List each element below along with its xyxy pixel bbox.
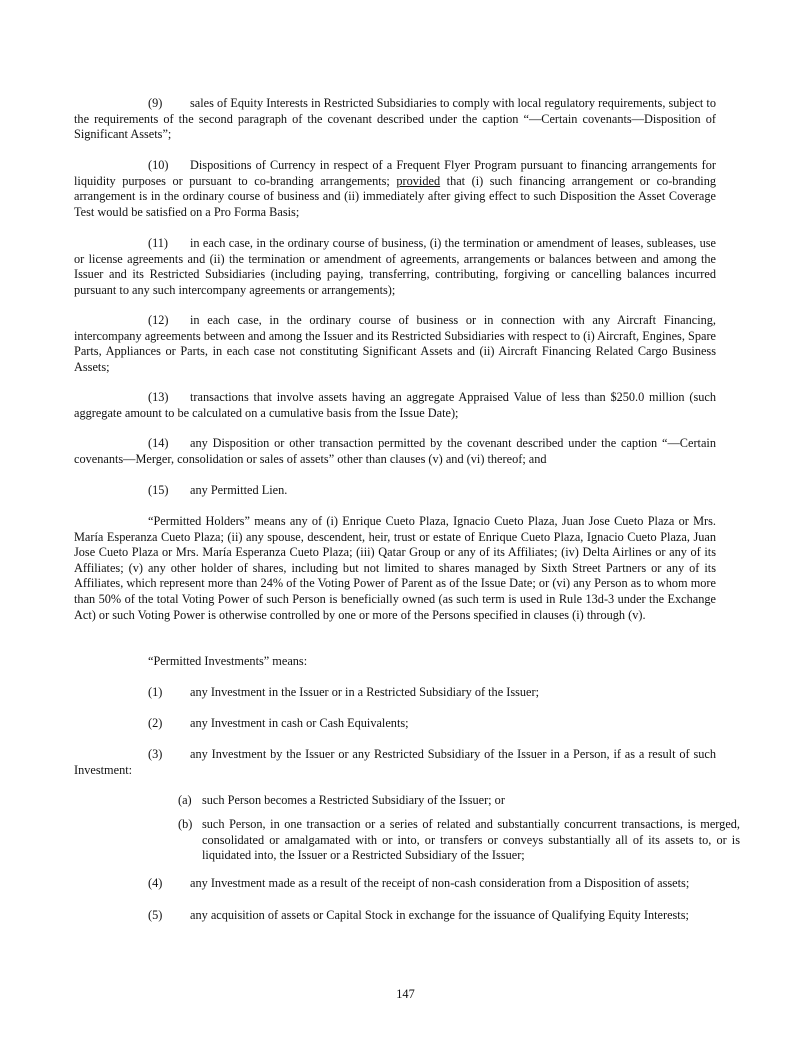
clause-text-part: that (i) such financing arrangement or co-branding arrangement is in the ordinary course of business and (ii) immediately after giving effect to such Disposition the Asset Coverage Test would be satisfied on a Pro Forma Basis; (74, 173, 716, 219)
item-number: (1) (148, 685, 163, 699)
investment-item-1 (148, 685, 716, 701)
clause-text: in each case, in the ordinary course of business, (i) the termination or amendment of leases, subleases, use or license agreements and (ii) the termination or amendment of agreements, arrangements or balances between and among the Issuer and its Restricted Subsidiaries (including paying, transferring, contributing, forgiving or cancelling balances incurred pursuant to any such intercompany agreements or arrangements); (74, 236, 716, 297)
clause-number: (11) (148, 236, 169, 250)
item-text: any Investment in cash or Cash Equivalents; (190, 716, 409, 730)
clause-15 (74, 483, 716, 499)
clause-13 (74, 390, 716, 421)
clause-underlined-term: provided (396, 173, 441, 188)
clause-9 (74, 96, 716, 143)
clause-number: (12) (148, 313, 169, 327)
item-text: any Investment by the Issuer or any Restricted Subsidiary of the Issuer in a Person, if as a result of such Investment: (74, 747, 716, 777)
clause-text: transactions that involve assets having an aggregate Appraised Value of less than $250.0 million (such aggregate amount to be calculated on a cumulative basis from the Issue Date); (74, 390, 716, 420)
clause-text: any Disposition or other transaction permitted by the covenant described under the caption “—Certain covenants—Merger, consolidation or sales of assets” other than clauses (v) and (vi) thereof; and (74, 436, 716, 466)
item-number: (4) (148, 876, 163, 890)
permitted-holders-definition: “Permitted Holders” means any of (i) Enrique Cueto Plaza, Ignacio Cueto Plaza, Juan Jose Cueto Plaza or Mrs. María Esperanza Cueto Plaza; (ii) any spouse, descendent, heir, trust or estate of Enrique Cueto Plaza, Ignacio Cueto Plaza, Juan Jose Cueto Plaza or Mrs. María Esperanza Cueto Plaza; (iii) Qatar Group or any of its Affiliates; (iv) Delta Airlines or any of its Affiliates; (v) any other holder of shares, including but not limited to shares managed by Sixth Street Partners or any of its Affiliates, which represent more than 24% of the Voting Power of Parent as of the Issue Date; or (vi) any Person as to whom more than 50% of the total Voting Power of such Person is beneficially owned (as such term is used in Rule 13d-3 under the Exchange Act) or such Voting Power is otherwise controlled by one or more of the Persons specified in clauses (i) through (v). (74, 514, 716, 622)
clause-12 (74, 313, 716, 375)
investment-item-3 (74, 747, 716, 778)
permitted-investments-heading: “Permitted Investments” means: (148, 654, 308, 668)
page-number: 147 (396, 987, 415, 1001)
clause-11 (74, 236, 716, 298)
clause-text: any Permitted Lien. (190, 483, 288, 497)
clause-14 (74, 436, 716, 467)
clause-number: (14) (148, 436, 169, 450)
subitem-text: such Person becomes a Restricted Subsidiary of the Issuer; or (202, 793, 505, 807)
clause-text: in each case, in the ordinary course of business or in connection with any Aircraft Financing, intercompany agreements between and among the Issuer and its Restricted Subsidiaries with respect to (i) Aircraft, Engines, Spare Parts, Appliances or Parts, in each case not constituting Significant Assets and (ii) Aircraft Financing Related Cargo Business Assets; (74, 313, 716, 374)
subitem-label: (a) (178, 793, 192, 807)
clause-text-part: Dispositions of Currency in respect of a Frequent Flyer Program pursuant to financing arrangements for liquidity purposes or pursuant to co-branding arrangements; (74, 158, 716, 188)
clause-number: (10) (148, 158, 169, 172)
item-number: (5) (148, 908, 163, 922)
investment-subitem-a (178, 793, 740, 809)
item-text: any acquisition of assets or Capital Stock in exchange for the issuance of Qualifying Equity Interests; (190, 908, 689, 922)
clause-text: sales of Equity Interests in Restricted Subsidiaries to comply with local regulatory requirements, subject to the requirements of the second paragraph of the covenant described under the caption “—Certain covenants—Disposition of Significant Assets”; (74, 96, 716, 142)
subitem-label: (b) (178, 817, 193, 831)
clause-number: (13) (148, 390, 169, 404)
investment-subitem-b (178, 817, 740, 864)
investment-item-2 (148, 716, 716, 732)
clause-10 (74, 158, 716, 220)
clause-number: (9) (148, 96, 163, 110)
investment-item-5 (74, 908, 716, 924)
item-text: any Investment made as a result of the receipt of non-cash consideration from a Disposition of assets; (190, 876, 690, 890)
investment-item-4 (74, 876, 716, 892)
item-number: (3) (148, 747, 163, 761)
clause-number: (15) (148, 483, 169, 497)
item-text: any Investment in the Issuer or in a Restricted Subsidiary of the Issuer; (190, 685, 540, 699)
subitem-text: such Person, in one transaction or a series of related and substantially concurrent transactions, is merged, consolidated or amalgamated with or into, or transfers or conveys substantially all of its assets to, or is liquidated into, the Issuer or a Restricted Subsidiary of the Issuer; (202, 817, 740, 863)
item-number: (2) (148, 716, 163, 730)
